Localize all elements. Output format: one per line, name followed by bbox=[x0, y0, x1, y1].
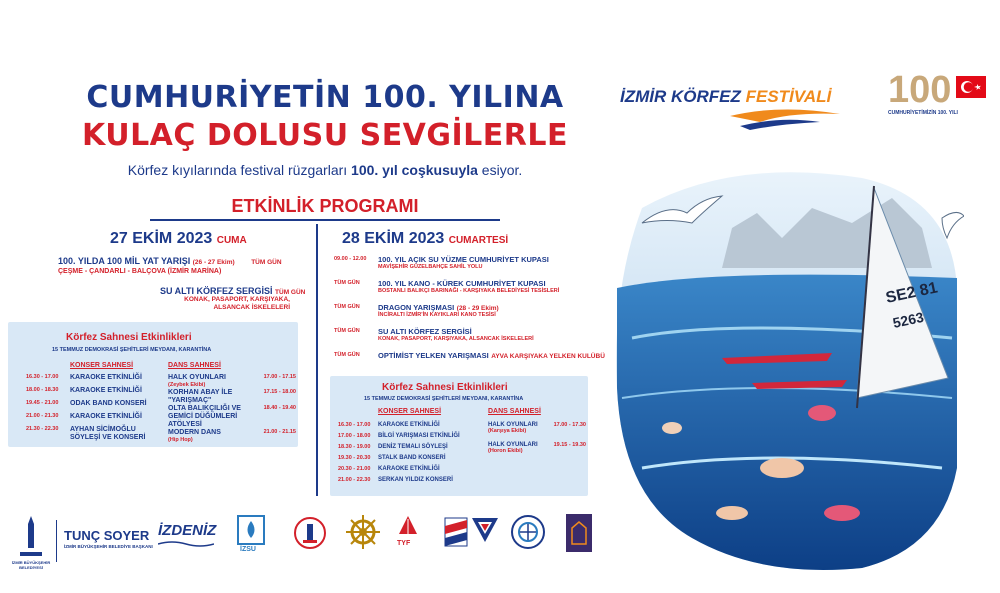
event-info bbox=[378, 302, 499, 326]
event-time: TÜM GÜN bbox=[334, 280, 360, 286]
row-name: ODAK BAND KONSERİ bbox=[70, 400, 147, 407]
dance-row bbox=[168, 389, 296, 405]
dance-row bbox=[488, 422, 586, 442]
row-sub: (Karşıya Ekibi) bbox=[488, 428, 527, 434]
dance-info bbox=[168, 429, 252, 444]
row-time: 19.45 - 21.00 bbox=[26, 400, 59, 406]
row-time: 20.30 - 21.00 bbox=[338, 466, 371, 472]
row-name: SERKAN YILDIZ KONSERİ bbox=[378, 477, 453, 483]
izmir-municipality-logo bbox=[14, 514, 48, 564]
dance-info bbox=[488, 442, 538, 462]
concert-row bbox=[338, 477, 478, 488]
headline-line-2: KULAÇ DOLUSU SEVGİLERLE bbox=[81, 118, 569, 153]
pennant-logo bbox=[470, 514, 500, 544]
subtitle: Körfez kıyılarında festival rüzgarları 100. yıl coşkusuyla esiyor. bbox=[127, 162, 523, 178]
event-info bbox=[378, 254, 549, 278]
tyf-label: TYF bbox=[397, 540, 411, 547]
concert-row bbox=[26, 426, 161, 439]
row-name: KORHAN ABAY İLE "YARIŞMAÇ" bbox=[168, 389, 233, 404]
izsu-label: İZSU bbox=[240, 546, 256, 553]
event-name: 100. YIL AÇIK SU YÜZME CUMHURİYET KUPASI bbox=[378, 255, 549, 264]
row-time: 16.30 - 17.00 bbox=[338, 422, 371, 428]
dance-info bbox=[168, 374, 252, 389]
concert-row bbox=[338, 433, 478, 444]
row-name: KARAOKE ETKİNLİĞİ bbox=[378, 422, 440, 428]
lighthouse-emblem-logo bbox=[293, 516, 327, 550]
concert-row bbox=[26, 413, 161, 426]
day1-dance-list bbox=[168, 374, 296, 444]
row-name: KARAOKE ETKİNLİĞİ bbox=[70, 413, 142, 420]
event-time: TÜM GÜN bbox=[334, 352, 360, 358]
row-time: 21.30 - 22.30 bbox=[26, 426, 59, 432]
dance-info bbox=[488, 422, 538, 442]
day2-date: 28 EKİM 2023 CUMARTESİ bbox=[342, 230, 509, 247]
event-title bbox=[378, 326, 534, 336]
event-sub: İNCİRALTI İZMİR'İN KAYIKLARI KANO TESİSİ bbox=[378, 312, 496, 318]
festival-wave-icon bbox=[720, 106, 850, 132]
row-time: 21.00 - 21.30 bbox=[26, 413, 59, 419]
row-sub: (Zeybek Ekibi) bbox=[168, 382, 206, 388]
event-info bbox=[378, 350, 605, 374]
event-time: 09.00 - 12.00 bbox=[334, 256, 367, 262]
concert-row bbox=[26, 374, 161, 387]
ship-wheel-logo bbox=[345, 514, 381, 550]
row-time: 17.00 - 18.00 bbox=[338, 433, 371, 439]
row-time: 19.30 - 20.30 bbox=[338, 455, 371, 461]
event-time: TÜM GÜN bbox=[334, 328, 360, 334]
row-time: 17.00 - 17.30 bbox=[553, 422, 586, 428]
mayor-name: TUNÇ SOYER bbox=[64, 528, 150, 543]
row-name: DENİZ TEMALI SÖYLEŞİ bbox=[378, 444, 448, 450]
event-name: SU ALTI KÖRFEZ SERGİSİ bbox=[378, 327, 472, 336]
event-time: TÜM GÜN bbox=[334, 304, 360, 310]
day1-event-2: SU ALTI KÖRFEZ SERGİSİ TÜM GÜN KONAK, PASAPORT, KARŞIYAKA, ALSANCAK İSKELELERİ bbox=[160, 286, 306, 311]
event-row bbox=[334, 350, 614, 374]
event-sub: MAVİŞEHİR GÜZELBAHÇE SAHİL YOLU bbox=[378, 264, 483, 270]
day1-event-1: 100. YILDA 100 MİL YAT YARIŞI (26 - 27 Ekim) TÜM GÜN ÇEŞME - ÇANDARLI - BALÇOVA (İZMİR MARİNA) bbox=[58, 256, 282, 275]
event-name: DRAGON YARIŞMASI bbox=[378, 303, 455, 312]
row-time: 17.15 - 18.00 bbox=[263, 389, 296, 395]
day1-dance-header: DANS SAHNESİ bbox=[168, 362, 221, 369]
row-sub: (Hip Hop) bbox=[168, 437, 193, 443]
row-time: 17.00 - 17.15 bbox=[263, 374, 296, 380]
concert-row bbox=[26, 400, 161, 413]
row-name: BİLGİ YARIŞMASI ETKİNLİĞİ bbox=[378, 433, 460, 439]
day2-concert-header: KONSER SAHNESİ bbox=[378, 408, 442, 415]
row-name: STALK BAND KONSERİ bbox=[378, 455, 446, 461]
sail-number-2: 5263 bbox=[891, 308, 926, 331]
event-note: (28 - 29 Ekim) bbox=[456, 305, 499, 312]
dance-info bbox=[168, 405, 252, 429]
event-title bbox=[378, 278, 559, 288]
event-title bbox=[378, 350, 605, 360]
row-time: 19.15 - 19.30 bbox=[553, 442, 586, 448]
day1-stage-box bbox=[8, 322, 298, 447]
festival-logo: İZMİR KÖRFEZ FESTİVALİ bbox=[620, 87, 832, 106]
turkish-flag-icon bbox=[956, 76, 986, 98]
sail-number-1: SE2 81 bbox=[884, 279, 940, 307]
row-sub: (Horon Ekibi) bbox=[488, 448, 523, 454]
row-name: AYHAN SİCİMOĞLU SÖYLEŞİ VE KONSERİ bbox=[70, 426, 146, 441]
izdeniz-logo: İZDENİZ bbox=[158, 522, 217, 539]
concert-row bbox=[338, 466, 478, 477]
dance-row bbox=[168, 429, 296, 444]
program-title: ETKİNLİK PROGRAMI bbox=[150, 196, 500, 221]
row-time: 18.30 - 19.00 bbox=[338, 444, 371, 450]
event-info bbox=[378, 278, 559, 302]
row-time: 21.00 - 22.30 bbox=[338, 477, 371, 483]
concert-row bbox=[338, 455, 478, 466]
day1-concert-header: KONSER SAHNESİ bbox=[70, 362, 134, 369]
event-sub: BOSTANLI BALIKÇI BARINAĞI - KARŞIYAKA BELEDİYESİ TESİSLERİ bbox=[378, 288, 560, 294]
row-time: 16.30 - 17.00 bbox=[26, 374, 59, 380]
event-name: 100. YIL KANO - KÜREK CUMHURİYET KUPASI bbox=[378, 279, 546, 288]
row-name: KARAOKE ETKİNLİĞİ bbox=[70, 374, 142, 381]
day1-stage-title: Körfez Sahnesi Etkinlikleri bbox=[66, 332, 192, 343]
row-time: 18.00 - 18.30 bbox=[26, 387, 59, 393]
round-club-logo bbox=[510, 514, 546, 550]
event-row bbox=[334, 254, 614, 278]
centennial-logo: 100 CUMHURİYETİMİZİN 100. YILI bbox=[888, 70, 998, 130]
day2-stage-title: Körfez Sahnesi Etkinlikleri bbox=[382, 382, 508, 393]
row-name: HALK OYUNLARI bbox=[488, 422, 538, 428]
dance-row bbox=[488, 442, 586, 462]
day1-concert-list bbox=[26, 374, 161, 439]
concert-row bbox=[338, 422, 478, 433]
row-name: HALK OYUNLARI bbox=[168, 374, 226, 381]
dance-row bbox=[168, 374, 296, 389]
row-time: 18.40 - 19.40 bbox=[263, 405, 296, 411]
headline-line-1: CUMHURİYETİN 100. YILINA bbox=[86, 80, 564, 115]
dance-row bbox=[168, 405, 296, 429]
sponsor-divider bbox=[56, 520, 57, 562]
event-name: OPTİMİST YELKEN YARIŞMASI bbox=[378, 351, 489, 360]
row-name: HALK OYUNLARI bbox=[488, 442, 538, 448]
day1-stage-location: 15 TEMMUZ DEMOKRASİ ŞEHİTLERİ MEYDANI, KARANTİNA bbox=[52, 347, 212, 353]
event-title bbox=[378, 302, 499, 312]
day2-dance-header: DANS SAHNESİ bbox=[488, 408, 541, 415]
day-divider bbox=[316, 224, 318, 496]
row-name: MODERN DANS bbox=[168, 429, 221, 436]
event-row bbox=[334, 302, 614, 326]
event-note: AYVA KARŞIYAKA YELKEN KULÜBÜ bbox=[491, 353, 605, 360]
sailing-hero-illustration bbox=[612, 168, 964, 576]
municipality-caption: İZMİR BÜYÜKŞEHİR BELEDİYESİ bbox=[11, 560, 51, 570]
mayor-caption: İZMİR BÜYÜKŞEHİR BELEDİYE BAŞKANI bbox=[64, 544, 153, 549]
dance-info bbox=[168, 389, 252, 405]
day2-concert-list bbox=[338, 422, 478, 488]
event-row bbox=[334, 278, 614, 302]
event-row bbox=[334, 326, 614, 350]
row-name: KARAOKE ETKİNLİĞİ bbox=[70, 387, 142, 394]
event-info bbox=[378, 326, 534, 350]
concert-row bbox=[338, 444, 478, 455]
izdeniz-wave-icon bbox=[158, 540, 214, 548]
sailing-flag-logo bbox=[443, 516, 469, 548]
event-sub: KONAK, PASAPORT, KARŞIYAKA, ALSANCAK İSKELELERİ bbox=[378, 336, 534, 342]
day2-stage-box bbox=[330, 376, 588, 496]
row-name: KARAOKE ETKİNLİĞİ bbox=[378, 466, 440, 472]
row-time: 21.00 - 21.15 bbox=[263, 429, 296, 435]
day2-stage-location: 15 TEMMUZ DEMOKRASİ ŞEHİTLERİ MEYDANI, KARANTİNA bbox=[364, 396, 524, 402]
row-name: OLTA BALIKÇILIĞI VE GEMİCİ DÜĞÜMLERİ ATÖLYESİ bbox=[168, 405, 241, 428]
concert-row bbox=[26, 387, 161, 400]
day1-date: 27 EKİM 2023 CUMA bbox=[110, 230, 247, 247]
day2-dance-list bbox=[488, 422, 586, 462]
event-title bbox=[378, 254, 549, 264]
purple-building-logo bbox=[566, 514, 592, 552]
day2-event-list bbox=[334, 254, 614, 374]
